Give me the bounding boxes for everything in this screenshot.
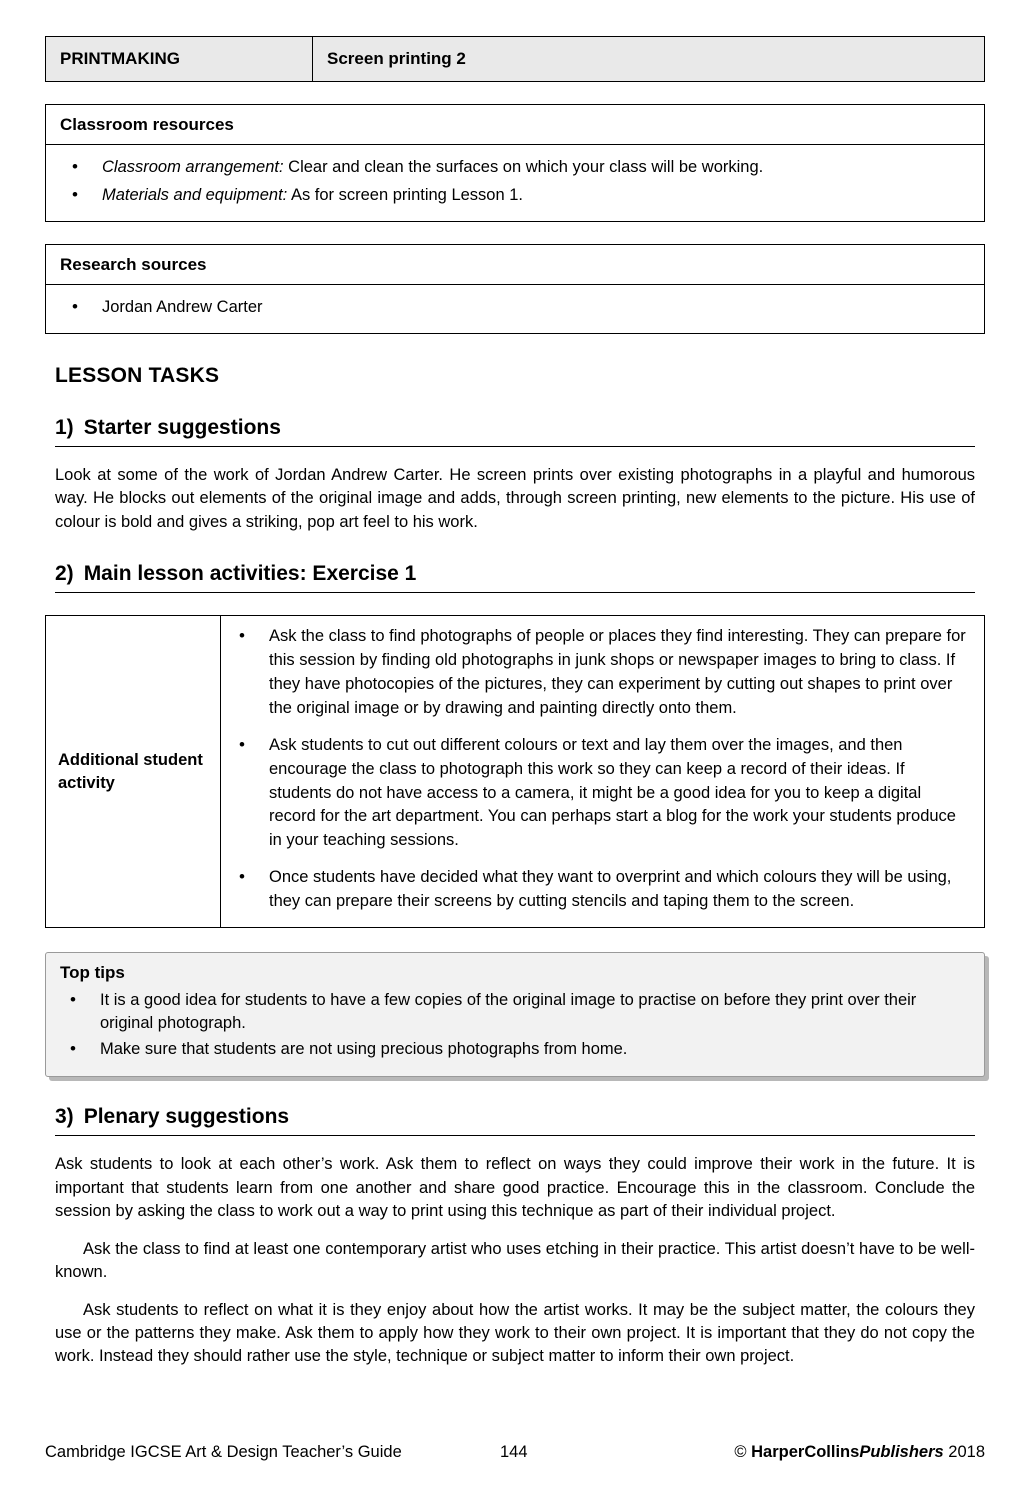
research-sources-items — [46, 284, 985, 333]
section-1-title: Starter suggestions — [83, 415, 281, 439]
list-item — [60, 184, 970, 208]
research-sources-title: Research sources — [46, 244, 985, 284]
top-tips-title: Top tips — [60, 963, 125, 983]
activity-bullets — [221, 616, 985, 928]
table-row — [46, 37, 985, 82]
additional-student-activity-table — [45, 615, 985, 928]
list-item: • Ask the class to find photographs of people or places they find interesting. They can prepare for this session by finding old photographs in junk shops or newspaper images to bring to class. If they have photocopies of the pictures, they can experiment by cutting out shapes to print over the original image or by drawing and painting directly onto them. — [221, 625, 970, 721]
top-tips-box — [45, 952, 985, 1077]
list-item: • Ask students to cut out different colours or text and lay them over the images, and then encourage the class to photograph this work so they can keep a record of their ideas. If students do not have access to a camera, it might be a good idea for you to keep a digital record for the art department. You can perhaps start a blog for the work your students produce in your teaching sessions. — [221, 734, 970, 854]
page-footer — [45, 1443, 985, 1462]
header-banner — [45, 36, 985, 82]
table-row — [46, 105, 985, 145]
page-content — [45, 36, 985, 1369]
footer-brand-italic: Publishers — [859, 1443, 944, 1461]
footer-copyright-symbol: © — [734, 1443, 752, 1461]
item-lead: Classroom arrangement: — [102, 158, 284, 176]
header-subject: PRINTMAKING — [46, 37, 313, 82]
list-item: • Make sure that students are not using precious photographs from home. — [58, 1038, 972, 1061]
section-3-number: 3) — [55, 1105, 74, 1129]
classroom-resources-items — [46, 145, 985, 222]
footer-copyright — [734, 1443, 985, 1462]
footer-page-number: 144 — [500, 1443, 528, 1461]
table-row — [46, 284, 985, 333]
section-1-heading — [55, 416, 975, 447]
footer-title: Cambridge IGCSE Art & Design Teacher’s Guide — [45, 1443, 402, 1461]
list-item — [60, 156, 970, 180]
header-topic: Screen printing 2 — [313, 37, 985, 82]
classroom-resources-title: Classroom resources — [46, 105, 985, 145]
section-3-paragraph-1: Ask students to look at each other’s work. Ask them to reflect on ways they could improve their work in the future. It is important that students learn from one another and share good practice. Encourage this in the classroom. Conclude the session by asking the class to work out a way to print using this technique as part of their individual project. — [55, 1155, 975, 1221]
list-item: • Once students have decided what they want to overprint and which colours they will be using, they can prepare their screens by cutting stencils and taping them to the screen. — [221, 866, 970, 914]
table-row — [46, 616, 985, 928]
table-row — [46, 145, 985, 222]
lesson-tasks-heading: LESSON TASKS — [55, 363, 220, 387]
section-3-heading — [55, 1105, 975, 1136]
footer-brand: HarperCollins — [751, 1443, 860, 1461]
top-tips-wrapper — [45, 952, 985, 1077]
section-3-title: Plenary suggestions — [83, 1105, 290, 1129]
section-2-number: 2) — [55, 562, 74, 586]
list-item: • It is a good idea for students to have a few copies of the original image to practise on before they print over their original photograph. — [58, 989, 972, 1035]
section-2-title: Main lesson activities: Exercise 1 — [83, 562, 417, 586]
section-1-paragraph: Look at some of the work of Jordan Andrew Carter. He screen prints over existing photographs in a playful and humorous way. He blocks out elements of the original image and adds, through screen printing, new elements to the picture. His use of colour is bold and gives a striking, pop art feel to his work. — [55, 465, 975, 531]
footer-year: 2018 — [943, 1443, 985, 1461]
list-item: • Jordan Andrew Carter — [60, 296, 970, 320]
item-text: Clear and clean the surfaces on which your class will be working. — [283, 158, 764, 176]
table-row — [46, 244, 985, 284]
classroom-resources-box — [45, 104, 985, 222]
item-lead: Materials and equipment: — [102, 185, 288, 204]
section-3-paragraph-2: Ask the class to find at least one contemporary artist who uses etching in their practice. This artist doesn’t have to be well-known. — [55, 1239, 975, 1282]
research-sources-box — [45, 244, 985, 334]
item-text: As for screen printing Lesson 1. — [287, 185, 523, 204]
section-3-paragraph-3: Ask students to reflect on what it is they enjoy about how the artist works. It may be the subject matter, the colours they use or the patterns they make. Ask them to apply how they work to their own project. It is important that they do not copy the work. Instead they should rather use the style, technique or subject matter to inform their own project. — [55, 1300, 975, 1366]
activity-label: Additional student activity — [46, 616, 221, 928]
section-1-number: 1) — [55, 415, 74, 439]
section-2-heading — [55, 562, 975, 593]
